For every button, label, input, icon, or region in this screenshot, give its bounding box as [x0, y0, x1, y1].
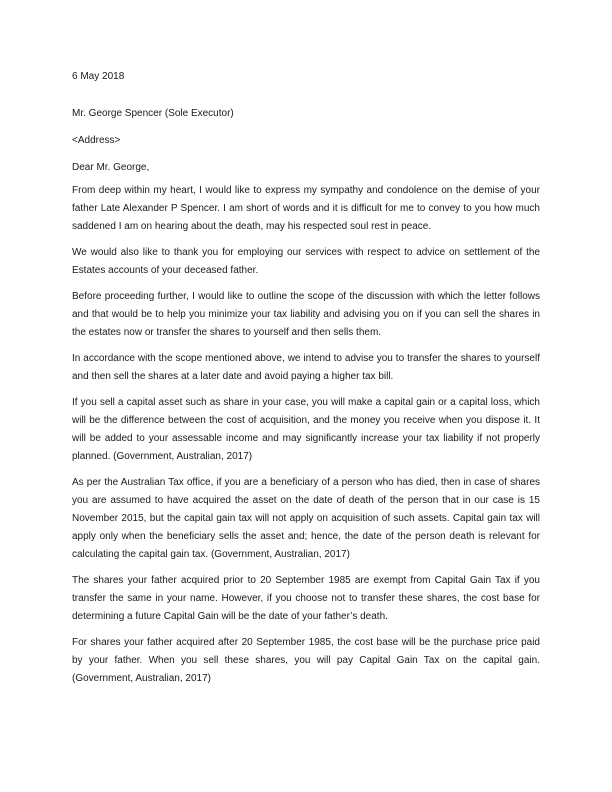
- paragraph-capital-gain: If you sell a capital asset such as share in your case, you will make a capital gain or a capital loss, which will be the difference between the cost of acquisition, and the money you receive when you dispose it. It will be added to your assessable income and may significantly increase your tax liability if not properly planned. (Government, Australian, 2017): [72, 397, 540, 462]
- paragraph-condolence: From deep within my heart, I would like to express my sympathy and condolence on the demise of your father Late Alexander P Spencer. I am short of words and it is difficult for me to convey to you how much saddened I am on hearing about the death, may his respected soul rest in peace.: [72, 185, 540, 232]
- paragraph-ato-beneficiary: As per the Australian Tax office, if you are a beneficiary of a person who has died, then in case of shares you are assumed to have acquired the asset on the date of death of the person that in our case is 15 November 2015, but the capital gain tax will not apply on acquisition of such assets. Capital gain tax will apply only when the beneficiary sells the asset and; hence, the date of the person death is relevant for calculating the capital gain tax. (Government, Australian, 2017): [72, 477, 540, 560]
- letter-date: 6 May 2018: [72, 71, 125, 82]
- paragraph-advice: In accordance with the scope mentioned above, we intend to advise you to transfer the shares to yourself and then sell the shares at a later date and avoid paying a higher tax bill.: [72, 353, 540, 382]
- paragraph-scope: Before proceeding further, I would like to outline the scope of the discussion with which the letter follows and that would be to help you minimize your tax liability and advising you on if you can sell the shares in the estates now or transfer the shares to yourself and then sells them.: [72, 291, 540, 338]
- recipient-name: Mr. George Spencer (Sole Executor): [72, 108, 234, 119]
- paragraph-thanks: We would also like to thank you for employing our services with respect to advice on settlement of the Estates accounts of your deceased father.: [72, 247, 540, 276]
- paragraph-pre-1985-shares: The shares your father acquired prior to 20 September 1985 are exempt from Capital Gain Tax if you transfer the same in your name. However, if you choose not to transfer these shares, the cost base for determining a future Capital Gain will be the date of your father’s death.: [72, 575, 540, 622]
- letter-page: [72, 68, 540, 696]
- recipient-address: <Address>: [72, 135, 121, 146]
- paragraph-post-1985-shares: For shares your father acquired after 20 September 1985, the cost base will be the purchase price paid by your father. When you sell these shares, you will pay Capital Gain Tax on the capital gain. (Government, Australian, 2017): [72, 637, 540, 684]
- salutation: Dear Mr. George,: [72, 162, 150, 173]
